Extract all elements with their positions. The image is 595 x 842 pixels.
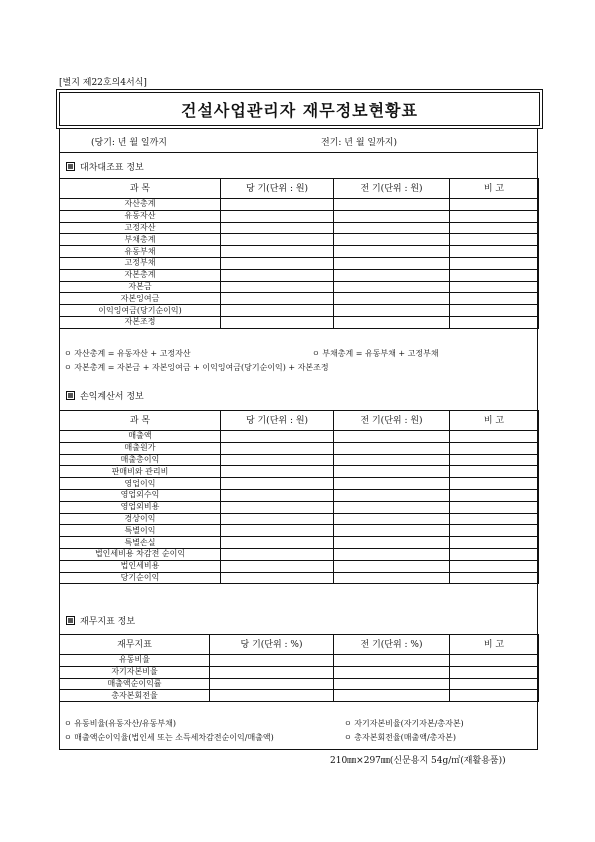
table-row xyxy=(60,537,539,549)
value-input-cell[interactable] xyxy=(334,199,450,211)
value-input-cell[interactable] xyxy=(334,269,450,281)
balance-section-title: 대차대조표 정보 xyxy=(66,160,144,173)
value-input-cell[interactable] xyxy=(334,431,450,443)
formula-note: ㅇ 총자본회전율(매출액/총자본) xyxy=(344,733,456,742)
table-row xyxy=(60,222,539,234)
row-label: 유동부채 xyxy=(60,246,221,258)
value-input-cell[interactable] xyxy=(334,466,450,478)
value-input-cell[interactable] xyxy=(334,442,450,454)
row-label: 자기자본비율 xyxy=(60,666,210,678)
row-label: 고정부채 xyxy=(60,257,221,269)
balance-notes xyxy=(64,347,534,375)
remarks-cell[interactable] xyxy=(450,513,539,525)
remarks-cell[interactable] xyxy=(450,678,539,690)
value-input-cell[interactable] xyxy=(334,513,450,525)
table-row xyxy=(60,293,539,305)
ratio-notes xyxy=(64,717,534,745)
row-label: 이익잉여금(당기순이익) xyxy=(60,305,221,317)
value-input-cell[interactable] xyxy=(334,548,450,560)
value-input-cell[interactable] xyxy=(334,666,450,678)
remarks-cell[interactable] xyxy=(450,210,539,222)
row-label: 당기순이익 xyxy=(60,572,221,584)
value-input-cell[interactable] xyxy=(334,454,450,466)
table-row xyxy=(60,442,539,454)
value-input-cell[interactable] xyxy=(334,246,450,258)
table-row xyxy=(60,234,539,246)
value-input-cell[interactable] xyxy=(334,690,450,702)
row-label: 법인세비용 xyxy=(60,560,221,572)
value-input-cell[interactable] xyxy=(334,316,450,328)
period-current: (당기: 년 월 일까지 xyxy=(91,138,167,148)
ratio-section-title: 재무지표 정보 xyxy=(66,614,135,627)
value-input-cell[interactable] xyxy=(221,442,334,454)
table-row xyxy=(60,199,539,211)
table-row xyxy=(60,478,539,490)
note-line xyxy=(64,347,534,361)
income-statement-table xyxy=(59,410,539,584)
remarks-cell[interactable] xyxy=(450,560,539,572)
value-input-cell[interactable] xyxy=(334,305,450,317)
remarks-cell[interactable] xyxy=(450,442,539,454)
remarks-cell[interactable] xyxy=(450,489,539,501)
value-input-cell[interactable] xyxy=(221,454,334,466)
value-input-cell[interactable] xyxy=(221,513,334,525)
row-label: 매출총이익 xyxy=(60,454,221,466)
table-row xyxy=(60,454,539,466)
checkbox-square-icon xyxy=(66,391,75,400)
row-label: 자본총계 xyxy=(60,269,221,281)
row-label: 영업외수익 xyxy=(60,489,221,501)
formula-note: ㅇ 부채총계 = 유동부채 + 고정부채 xyxy=(312,349,439,358)
value-input-cell[interactable] xyxy=(221,560,334,572)
row-label: 특별손실 xyxy=(60,537,221,549)
table-row xyxy=(60,513,539,525)
table-row xyxy=(60,560,539,572)
page-title: 건설사업관리자 재무정보현황표 xyxy=(59,92,540,126)
row-label: 매출액순이익률 xyxy=(60,678,210,690)
row-label: 부채총계 xyxy=(60,234,221,246)
remarks-cell[interactable] xyxy=(450,246,539,258)
remarks-cell[interactable] xyxy=(450,478,539,490)
income-section-title: 손익계산서 정보 xyxy=(66,389,144,402)
value-input-cell[interactable] xyxy=(221,234,334,246)
table-header-row xyxy=(60,635,539,655)
row-label: 매출원가 xyxy=(60,442,221,454)
value-input-cell[interactable] xyxy=(334,655,450,667)
row-label: 유동자산 xyxy=(60,210,221,222)
remarks-cell[interactable] xyxy=(450,501,539,513)
formula-note: ㅇ 유동비율(유동자산/유동부채) xyxy=(64,719,176,728)
value-input-cell[interactable] xyxy=(221,501,334,513)
period-previous: 전기: 년 월 일까지) xyxy=(321,138,397,148)
remarks-cell[interactable] xyxy=(450,525,539,537)
column-header: 재무지표 xyxy=(60,635,210,655)
table-row xyxy=(60,316,539,328)
table-row xyxy=(60,210,539,222)
remarks-cell[interactable] xyxy=(450,234,539,246)
row-label: 영업외비용 xyxy=(60,501,221,513)
row-label: 자본금 xyxy=(60,281,221,293)
value-input-cell[interactable] xyxy=(221,281,334,293)
value-input-cell[interactable] xyxy=(221,537,334,549)
row-label: 매출액 xyxy=(60,431,221,443)
value-input-cell[interactable] xyxy=(221,257,334,269)
financial-ratio-table xyxy=(59,634,539,702)
column-header: 비 고 xyxy=(450,179,539,199)
value-input-cell[interactable] xyxy=(334,678,450,690)
balance-sheet-table xyxy=(59,178,539,329)
value-input-cell[interactable] xyxy=(334,281,450,293)
value-input-cell[interactable] xyxy=(221,431,334,443)
column-header: 비 고 xyxy=(450,635,539,655)
remarks-cell[interactable] xyxy=(450,572,539,584)
row-label: 판매비와 관리비 xyxy=(60,466,221,478)
period-row xyxy=(59,128,538,153)
note-line xyxy=(64,717,534,731)
remarks-cell[interactable] xyxy=(450,293,539,305)
value-input-cell[interactable] xyxy=(210,666,334,678)
table-row xyxy=(60,572,539,584)
value-input-cell[interactable] xyxy=(334,572,450,584)
checkbox-square-icon xyxy=(66,162,75,171)
value-input-cell[interactable] xyxy=(221,525,334,537)
formula-note: ㅇ 자본총계 = 자본금 + 자본잉여금 + 이익잉여금(당기순이익) + 자본조정 xyxy=(64,363,329,372)
value-input-cell[interactable] xyxy=(334,222,450,234)
value-input-cell[interactable] xyxy=(221,269,334,281)
value-input-cell[interactable] xyxy=(221,305,334,317)
row-label: 경상이익 xyxy=(60,513,221,525)
remarks-cell[interactable] xyxy=(450,466,539,478)
table-row xyxy=(60,269,539,281)
row-label: 고정자산 xyxy=(60,222,221,234)
table-row xyxy=(60,525,539,537)
column-header: 당 기(단위 : %) xyxy=(210,635,334,655)
remarks-cell[interactable] xyxy=(450,222,539,234)
formula-note: ㅇ 자기자본비율(자기자본/총자본) xyxy=(344,719,464,728)
table-header-row xyxy=(60,411,539,431)
remarks-cell[interactable] xyxy=(450,666,539,678)
remarks-cell[interactable] xyxy=(450,199,539,211)
value-input-cell[interactable] xyxy=(221,222,334,234)
table-row xyxy=(60,246,539,258)
table-row xyxy=(60,466,539,478)
table-row xyxy=(60,678,539,690)
remarks-cell[interactable] xyxy=(450,305,539,317)
remarks-cell[interactable] xyxy=(450,281,539,293)
value-input-cell[interactable] xyxy=(221,466,334,478)
table-row xyxy=(60,257,539,269)
remarks-cell[interactable] xyxy=(450,454,539,466)
value-input-cell[interactable] xyxy=(210,655,334,667)
remarks-cell[interactable] xyxy=(450,690,539,702)
formula-note: ㅇ 매출액순이익율(법인세 또는 소득세차감전순이익/매출액) xyxy=(64,733,274,742)
value-input-cell[interactable] xyxy=(334,210,450,222)
note-line xyxy=(64,731,534,745)
table-row xyxy=(60,501,539,513)
remarks-cell[interactable] xyxy=(450,316,539,328)
table-row xyxy=(60,281,539,293)
row-label: 자본잉여금 xyxy=(60,293,221,305)
column-header: 전 기(단위 : 원) xyxy=(334,179,450,199)
remarks-cell[interactable] xyxy=(450,537,539,549)
table-row xyxy=(60,655,539,667)
column-header: 과 목 xyxy=(60,179,221,199)
column-header: 당 기(단위 : 원) xyxy=(221,179,334,199)
column-header: 전 기(단위 : %) xyxy=(334,635,450,655)
remarks-cell[interactable] xyxy=(450,269,539,281)
value-input-cell[interactable] xyxy=(334,257,450,269)
row-label: 자산총계 xyxy=(60,199,221,211)
table-row xyxy=(60,690,539,702)
remarks-cell[interactable] xyxy=(450,257,539,269)
checkbox-square-icon xyxy=(66,616,75,625)
table-row xyxy=(60,431,539,443)
value-input-cell[interactable] xyxy=(221,489,334,501)
table-row xyxy=(60,548,539,560)
note-line xyxy=(64,361,534,375)
value-input-cell[interactable] xyxy=(334,478,450,490)
value-input-cell[interactable] xyxy=(334,501,450,513)
formula-note: ㅇ 자산총계 = 유동자산 + 고정자산 xyxy=(64,349,191,358)
value-input-cell[interactable] xyxy=(334,293,450,305)
value-input-cell[interactable] xyxy=(334,525,450,537)
remarks-cell[interactable] xyxy=(450,548,539,560)
table-row xyxy=(60,489,539,501)
table-row xyxy=(60,666,539,678)
column-header: 당 기(단위 : 원) xyxy=(221,411,334,431)
value-input-cell[interactable] xyxy=(221,210,334,222)
value-input-cell[interactable] xyxy=(334,234,450,246)
value-input-cell[interactable] xyxy=(334,537,450,549)
value-input-cell[interactable] xyxy=(221,548,334,560)
remarks-cell[interactable] xyxy=(450,431,539,443)
row-label: 법인세비용 차감전 순이익 xyxy=(60,548,221,560)
value-input-cell[interactable] xyxy=(221,199,334,211)
row-label: 유동비율 xyxy=(60,655,210,667)
paper-spec-footer: 210㎜×297㎜(신문용지 54g/㎡(재활용품)) xyxy=(330,756,506,766)
value-input-cell[interactable] xyxy=(221,246,334,258)
remarks-cell[interactable] xyxy=(450,655,539,667)
value-input-cell[interactable] xyxy=(221,572,334,584)
column-header: 과 목 xyxy=(60,411,221,431)
value-input-cell[interactable] xyxy=(210,690,334,702)
column-header: 전 기(단위 : 원) xyxy=(334,411,450,431)
value-input-cell[interactable] xyxy=(334,489,450,501)
row-label: 총자본회전율 xyxy=(60,690,210,702)
row-label: 영업이익 xyxy=(60,478,221,490)
row-label: 자본조정 xyxy=(60,316,221,328)
value-input-cell[interactable] xyxy=(221,478,334,490)
row-label: 특별이익 xyxy=(60,525,221,537)
table-header-row xyxy=(60,179,539,199)
column-header: 비 고 xyxy=(450,411,539,431)
form-number: [별지 제22호의4서식] xyxy=(59,78,147,88)
table-row xyxy=(60,305,539,317)
value-input-cell[interactable] xyxy=(221,293,334,305)
value-input-cell[interactable] xyxy=(334,560,450,572)
value-input-cell[interactable] xyxy=(210,678,334,690)
value-input-cell[interactable] xyxy=(221,316,334,328)
